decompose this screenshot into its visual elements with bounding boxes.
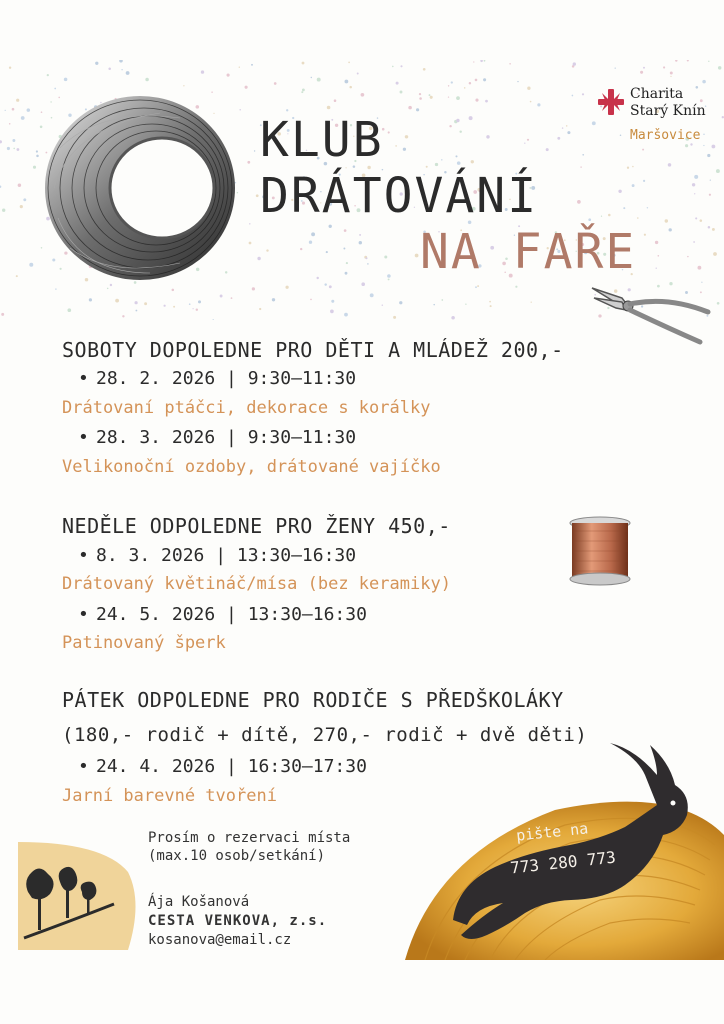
speckle bbox=[173, 306, 175, 308]
friday-item-1-text: 24. 4. 2026 | 16:30–17:30 bbox=[96, 756, 367, 777]
speckle bbox=[324, 283, 326, 285]
speckle bbox=[309, 241, 312, 244]
bubble-phone: 773 280 773 bbox=[509, 847, 617, 878]
speckle bbox=[708, 61, 709, 62]
speckle bbox=[588, 218, 591, 221]
speckle bbox=[483, 78, 486, 81]
speckle bbox=[717, 302, 720, 305]
speckle bbox=[423, 68, 426, 71]
speckle bbox=[712, 145, 716, 149]
speckle bbox=[384, 255, 387, 258]
reservation-line-1: Prosím o rezervaci místa bbox=[148, 830, 351, 846]
speckle bbox=[644, 234, 646, 236]
speckle bbox=[643, 67, 645, 69]
speckle bbox=[382, 304, 383, 305]
speckle bbox=[441, 299, 443, 301]
speckle bbox=[655, 241, 658, 244]
sunday-item-2-text: 24. 5. 2026 | 13:30–16:30 bbox=[96, 604, 367, 625]
speckle bbox=[490, 305, 492, 307]
logo-line-1: Charita bbox=[630, 86, 684, 102]
charity-cross-icon bbox=[597, 88, 625, 116]
speckle bbox=[365, 257, 367, 259]
speckle bbox=[696, 86, 699, 89]
speckle bbox=[448, 85, 449, 86]
contact-name: Ája Košanová bbox=[148, 894, 250, 910]
speckle bbox=[572, 95, 574, 97]
speckle bbox=[55, 288, 56, 289]
saturday-topic-1: Drátovaní ptáčci, dekorace s korálky bbox=[62, 398, 431, 418]
speckle bbox=[580, 166, 581, 167]
speckle bbox=[464, 87, 466, 89]
speckle bbox=[256, 194, 259, 197]
speckle bbox=[531, 302, 532, 303]
speckle bbox=[433, 304, 435, 306]
speckle bbox=[695, 217, 697, 219]
wire-bundle-with-rabbit bbox=[395, 735, 724, 960]
speckle bbox=[196, 308, 198, 310]
speckle bbox=[395, 145, 397, 147]
speckle bbox=[408, 106, 412, 110]
friday-topic-1: Jarní barevné tvoření bbox=[62, 786, 277, 806]
speckle bbox=[344, 313, 348, 317]
speckle bbox=[703, 145, 704, 146]
speckle bbox=[566, 125, 568, 127]
speckle bbox=[329, 285, 332, 288]
speckle bbox=[451, 316, 455, 320]
speckle bbox=[713, 252, 717, 256]
friday-subheading: (180,- rodič + dítě, 270,- rodič + dvě děti) bbox=[62, 724, 588, 746]
speckle bbox=[13, 148, 15, 150]
speckle bbox=[310, 299, 312, 301]
saturday-item-1: • 28. 2. 2026 | 9:30–11:30 bbox=[78, 368, 357, 389]
speckle bbox=[469, 82, 471, 84]
speckle bbox=[249, 223, 250, 224]
speckle bbox=[716, 169, 720, 173]
speckle bbox=[36, 155, 39, 158]
speckle bbox=[416, 108, 419, 111]
speckle bbox=[702, 80, 706, 84]
speckle bbox=[266, 249, 268, 251]
speckle bbox=[252, 287, 255, 290]
saturday-topic-2: Velikonoční ozdoby, drátované vajíčko bbox=[62, 457, 441, 477]
speckle bbox=[486, 135, 489, 138]
speckle bbox=[567, 131, 570, 134]
speckle bbox=[343, 248, 345, 250]
speckle bbox=[465, 303, 466, 304]
speckle bbox=[12, 139, 15, 142]
speckle bbox=[618, 190, 621, 193]
speckle bbox=[709, 194, 711, 196]
friday-heading: PÁTEK ODPOLEDNE PRO RODIČE S PŘEDŠKOLÁKY bbox=[62, 688, 564, 712]
speckle bbox=[400, 91, 403, 94]
speckle bbox=[530, 101, 532, 103]
speckle bbox=[357, 73, 359, 75]
speckle bbox=[708, 226, 711, 229]
speckle bbox=[484, 60, 486, 62]
speckle bbox=[254, 150, 255, 151]
speckle bbox=[330, 310, 334, 314]
speckle bbox=[642, 149, 644, 151]
speckle bbox=[144, 302, 147, 305]
speckle bbox=[627, 167, 629, 169]
speckle bbox=[227, 74, 230, 77]
speckle bbox=[415, 254, 419, 258]
speckle bbox=[429, 94, 431, 96]
speckle bbox=[475, 286, 477, 288]
speckle bbox=[16, 148, 19, 151]
speckle bbox=[301, 91, 303, 93]
speckle bbox=[367, 263, 369, 265]
speckle bbox=[47, 74, 49, 76]
speckle bbox=[608, 214, 611, 217]
speckle bbox=[359, 234, 361, 236]
speckle bbox=[647, 207, 648, 208]
speckle bbox=[459, 130, 461, 132]
speckle bbox=[220, 295, 223, 298]
speckle bbox=[346, 262, 348, 264]
saturday-heading: SOBOTY DOPOLEDNE PRO DĚTI A MLÁDEŽ 200,- bbox=[62, 338, 564, 362]
speckle bbox=[23, 198, 26, 201]
speckle bbox=[471, 160, 474, 163]
speckle bbox=[302, 62, 305, 65]
speckle bbox=[473, 61, 474, 62]
speckle bbox=[121, 69, 122, 70]
speckle bbox=[517, 81, 518, 82]
speckle bbox=[172, 289, 175, 292]
speckle bbox=[707, 154, 710, 157]
speckle bbox=[361, 93, 365, 97]
speckle bbox=[189, 303, 191, 305]
speckle bbox=[400, 65, 402, 67]
speckle bbox=[475, 79, 478, 82]
speckle bbox=[317, 78, 321, 82]
speckle bbox=[239, 67, 240, 68]
speckle bbox=[388, 131, 390, 133]
speckle bbox=[198, 300, 201, 303]
speckle bbox=[213, 319, 214, 320]
speckle bbox=[348, 62, 350, 64]
contact-email: kosanova@email.cz bbox=[148, 932, 292, 948]
speckle bbox=[9, 67, 11, 69]
speckle bbox=[485, 100, 488, 103]
pliers-icon bbox=[588, 278, 712, 348]
speckle bbox=[5, 110, 6, 111]
speckle bbox=[515, 286, 517, 288]
speckle bbox=[700, 219, 703, 222]
speckle bbox=[249, 242, 252, 245]
speckle bbox=[0, 140, 2, 143]
speckle bbox=[694, 193, 695, 194]
speckle bbox=[27, 108, 31, 112]
speckle bbox=[326, 251, 328, 253]
speckle bbox=[577, 200, 581, 204]
speckle bbox=[119, 60, 123, 63]
speckle bbox=[183, 85, 184, 86]
speckle bbox=[658, 255, 660, 257]
speckle bbox=[302, 88, 305, 91]
speckle bbox=[615, 67, 616, 68]
speckle bbox=[245, 86, 248, 89]
sunday-topic-1: Drátovaný květináč/mísa (bez keramiky) bbox=[62, 574, 451, 594]
speckle bbox=[145, 78, 149, 82]
speckle bbox=[316, 277, 318, 279]
logo-line-2: Starý Knín bbox=[630, 103, 706, 119]
speckle bbox=[643, 180, 645, 182]
speckle bbox=[247, 161, 250, 164]
speckle bbox=[573, 62, 576, 65]
speckle bbox=[524, 143, 525, 144]
speckle bbox=[712, 228, 715, 231]
sunday-item-1-text: 8. 3. 2026 | 13:30–16:30 bbox=[96, 545, 357, 566]
speckle bbox=[419, 93, 421, 95]
speckle bbox=[29, 263, 33, 267]
speckle bbox=[9, 123, 11, 125]
speckle bbox=[115, 299, 119, 303]
speckle bbox=[126, 71, 130, 75]
speckle bbox=[562, 127, 563, 128]
speckle bbox=[582, 154, 584, 156]
speckle bbox=[557, 137, 560, 140]
speckle bbox=[16, 275, 18, 277]
speckle bbox=[329, 225, 332, 228]
speckle bbox=[108, 68, 111, 71]
title-line-3: NA FAŘE bbox=[420, 224, 637, 280]
saturday-item-2-text: 28. 3. 2026 | 9:30–11:30 bbox=[96, 427, 357, 448]
sunday-topic-2: Patinovaný šperk bbox=[62, 633, 226, 653]
speckle bbox=[2, 209, 5, 212]
speckle bbox=[7, 147, 10, 150]
speckle bbox=[527, 139, 529, 141]
bubble-label: pište na bbox=[515, 819, 589, 845]
speckle bbox=[12, 108, 15, 111]
speckle bbox=[546, 148, 549, 151]
speckle bbox=[469, 116, 473, 120]
speckle bbox=[669, 228, 672, 231]
speckle bbox=[668, 163, 672, 167]
speckle bbox=[623, 207, 625, 209]
speckle bbox=[20, 205, 23, 208]
friday-item-1: • 24. 4. 2026 | 16:30–17:30 bbox=[78, 756, 367, 777]
speckle bbox=[300, 248, 302, 250]
title-line-1: KLUB bbox=[260, 112, 384, 168]
speckle bbox=[311, 232, 315, 236]
speckle bbox=[122, 315, 124, 317]
speckle bbox=[456, 119, 459, 122]
speckle bbox=[537, 103, 540, 106]
speckle bbox=[0, 185, 1, 187]
speckle bbox=[509, 63, 511, 65]
speckle bbox=[164, 305, 166, 307]
speckle bbox=[637, 217, 639, 219]
saturday-item-2: • 28. 3. 2026 | 9:30–11:30 bbox=[78, 427, 357, 448]
speckle bbox=[259, 308, 261, 310]
speckle bbox=[67, 308, 71, 312]
speckle bbox=[33, 166, 36, 169]
speckle bbox=[18, 184, 21, 187]
trees-icon bbox=[18, 842, 138, 950]
speckle bbox=[620, 135, 622, 137]
title-line-2: DRÁTOVÁNÍ bbox=[260, 168, 539, 224]
speckle bbox=[692, 183, 695, 186]
speckle bbox=[201, 70, 204, 73]
speckle bbox=[359, 241, 362, 244]
speckle bbox=[345, 80, 349, 84]
speckle bbox=[480, 60, 483, 62]
speckle bbox=[477, 285, 479, 287]
speckle bbox=[345, 272, 348, 275]
speckle bbox=[601, 216, 602, 217]
speckle bbox=[419, 97, 422, 100]
speckle bbox=[274, 82, 277, 85]
speckle bbox=[21, 116, 25, 120]
speckle bbox=[192, 308, 193, 309]
speckle bbox=[370, 293, 374, 297]
speckle bbox=[257, 257, 260, 260]
speckle bbox=[694, 175, 698, 179]
speckle bbox=[344, 229, 347, 232]
speckle bbox=[687, 256, 688, 257]
saturday-item-1-text: 28. 2. 2026 | 9:30–11:30 bbox=[96, 368, 357, 389]
speckle bbox=[89, 298, 92, 301]
speckle bbox=[448, 96, 449, 97]
speckle bbox=[718, 66, 721, 69]
speckle bbox=[361, 282, 365, 286]
speckle bbox=[663, 66, 665, 68]
sunday-heading: NEDĚLE ODPOLEDNE PRO ŽENY 450,- bbox=[62, 514, 451, 538]
speckle bbox=[670, 72, 673, 75]
speckle bbox=[632, 184, 635, 187]
speckle bbox=[656, 268, 657, 269]
speckle bbox=[311, 77, 312, 78]
wire-coil-icon bbox=[40, 88, 240, 288]
speckle bbox=[475, 99, 478, 102]
speckle bbox=[403, 148, 406, 151]
speckle bbox=[457, 161, 461, 165]
speckle bbox=[399, 301, 402, 304]
speckle bbox=[665, 219, 668, 222]
speckle bbox=[441, 159, 442, 160]
speckle bbox=[693, 241, 695, 243]
speckle bbox=[392, 66, 394, 68]
speckle bbox=[703, 133, 705, 135]
copper-spool-icon bbox=[565, 515, 635, 587]
speckle bbox=[135, 301, 138, 304]
speckle bbox=[670, 76, 671, 77]
speckle bbox=[582, 93, 584, 95]
speckle bbox=[231, 297, 233, 299]
speckle bbox=[592, 121, 596, 125]
speckle bbox=[430, 96, 433, 99]
speckle bbox=[349, 86, 352, 89]
speckle bbox=[327, 106, 331, 110]
contact-org-text: CESTA VENKOVA, z.s. bbox=[148, 913, 328, 929]
speckle bbox=[451, 81, 453, 83]
speckle bbox=[36, 150, 38, 152]
speckle bbox=[393, 316, 396, 319]
speckle bbox=[331, 300, 334, 303]
speckle bbox=[396, 82, 399, 85]
speckle bbox=[64, 78, 68, 82]
speckle bbox=[334, 99, 337, 102]
speckle bbox=[387, 274, 391, 278]
speckle bbox=[685, 144, 688, 147]
contact-org bbox=[148, 912, 327, 931]
speckle bbox=[687, 60, 689, 62]
speckle bbox=[710, 179, 711, 180]
speckle bbox=[16, 99, 19, 102]
speckle bbox=[527, 87, 530, 90]
speckle bbox=[135, 310, 137, 312]
speckle bbox=[632, 166, 634, 168]
speckle bbox=[405, 135, 408, 138]
speckle bbox=[489, 301, 491, 303]
speckle bbox=[449, 125, 451, 127]
speckle bbox=[640, 71, 643, 74]
sunday-item-2: • 24. 5. 2026 | 13:30–16:30 bbox=[78, 604, 367, 625]
speckle bbox=[251, 64, 253, 66]
speckle bbox=[455, 155, 457, 157]
speckle bbox=[456, 96, 460, 100]
speckle bbox=[95, 62, 98, 65]
logo-place: Maršovice bbox=[630, 128, 701, 143]
speckle bbox=[675, 60, 677, 62]
speckle bbox=[272, 298, 275, 301]
reservation-line-2: (max.10 osob/setkání) bbox=[148, 848, 326, 864]
speckle bbox=[700, 99, 703, 102]
speckle bbox=[285, 286, 288, 289]
speckle bbox=[388, 278, 390, 280]
sunday-item-1: • 8. 3. 2026 | 13:30–16:30 bbox=[78, 545, 357, 566]
speckle bbox=[698, 266, 702, 270]
speckle bbox=[1, 313, 4, 316]
speckle bbox=[435, 163, 438, 166]
